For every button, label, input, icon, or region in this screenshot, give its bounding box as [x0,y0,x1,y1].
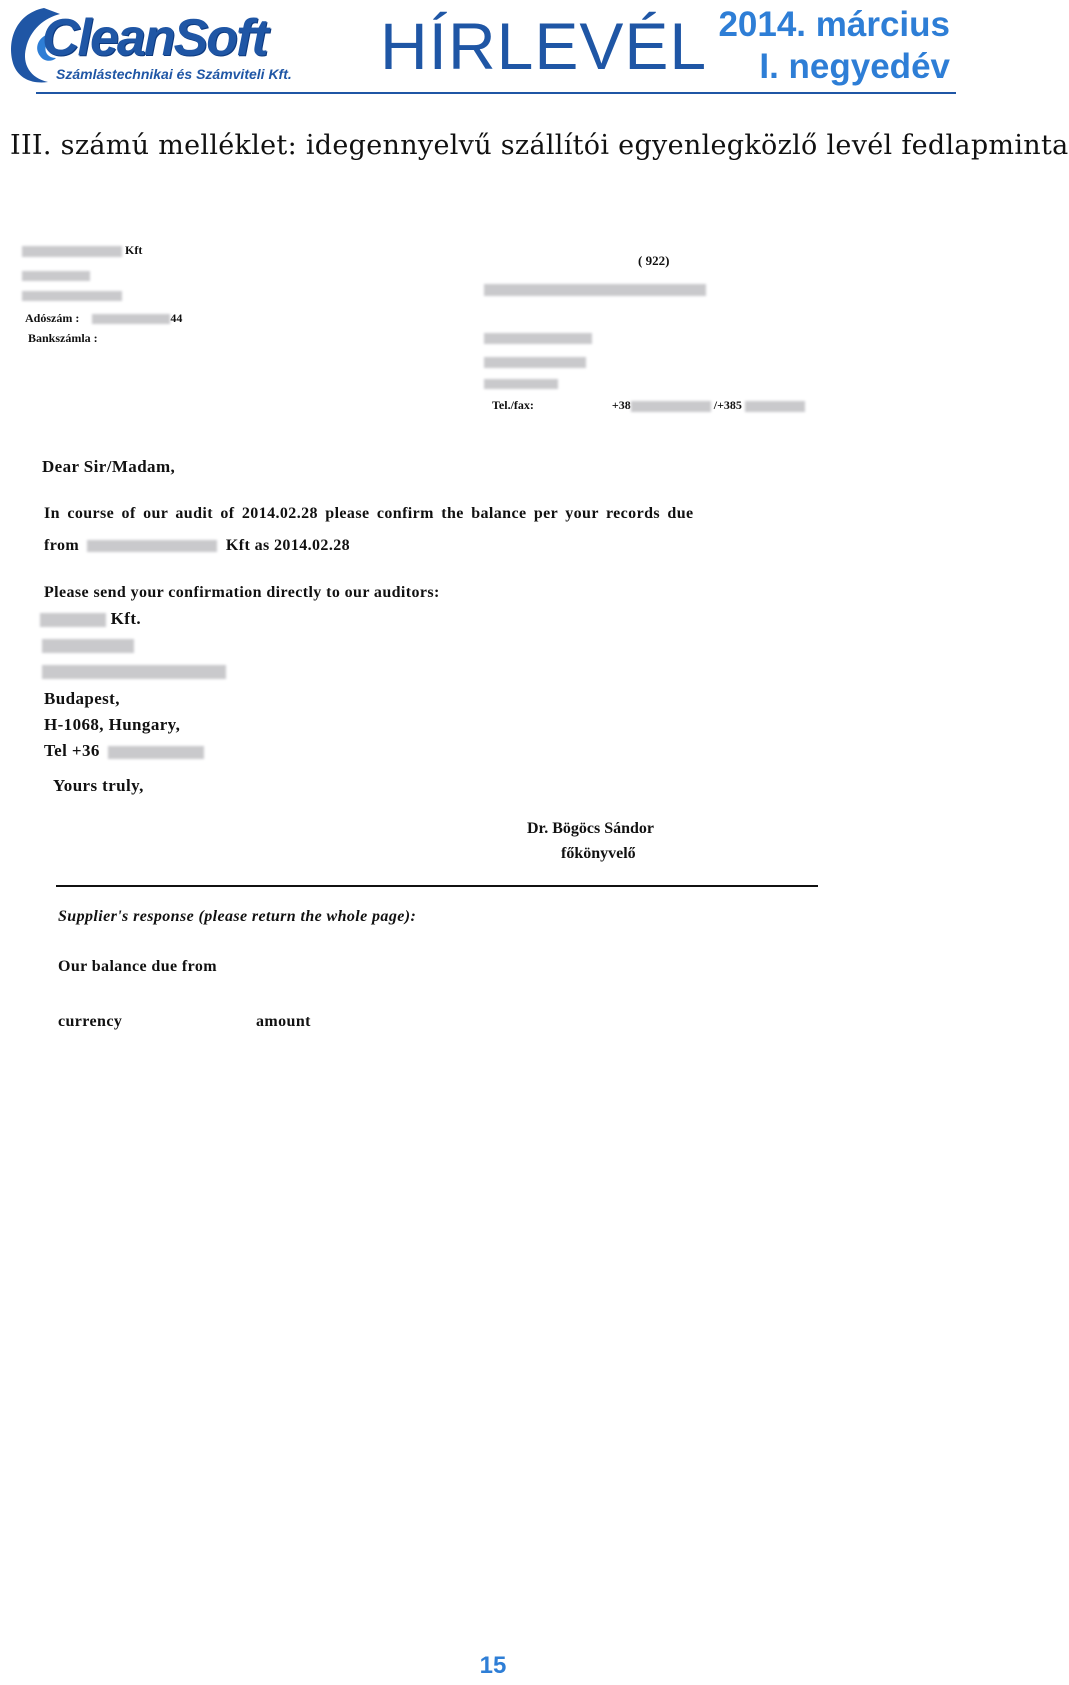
auditor-address-line2 [42,663,226,681]
auditor-name [40,609,141,629]
auditor-address-line1 [42,637,134,655]
recipient-code: ( 922) [638,253,670,268]
tel-prefix: +38 [611,398,631,412]
paragraph2: Please send your confirmation directly to our auditors: [44,584,440,601]
recipient-address-line2 [484,353,586,371]
page-number: 15 [479,1652,507,1679]
newsletter-title: HÍRLEVÉL [380,9,708,83]
logo-subtitle: Számlástechnikai és Számviteli Kft. [56,66,292,82]
signer-name: Dr. Bögöcs Sándor [527,820,654,837]
tel-fax [492,398,805,413]
appendix-caption: III. számú melléklet: idegennyelvű szállítói egyenlegközlő levél fedlapminta [10,130,1069,161]
logo-text: CleanSoft [42,9,267,67]
tel-fax-label: Tel./fax: [492,398,534,412]
auditor-tel [44,741,204,761]
recipient-address-line3 [484,375,558,393]
paragraph1-from: from [44,537,80,554]
tax-number-suffix: 44 [170,311,183,325]
sender-address-line2 [22,287,122,305]
issue-date: 2014. március [718,5,950,44]
sender-company-suffix: Kft [125,243,143,257]
issue-quarter: I. negyedév [759,47,950,86]
paragraph1-line1: In course of our audit of 2014.02.28 please confirm the balance per your records due [44,505,694,522]
salutation: Dear Sir/Madam, [42,457,176,476]
sender-name [22,243,142,258]
newsletter-header [0,0,960,100]
auditor-city: Budapest, [44,689,120,708]
header-divider [36,92,956,94]
auditor-postcode: H-1068, Hungary, [44,715,181,734]
bank-account-label: Bankszámla : [28,331,98,345]
recipient-name [484,281,706,299]
balance-line: Our balance due from [58,958,217,975]
closing: Yours truly, [53,776,144,795]
paragraph1-suffix: Kft as 2014.02.28 [225,537,351,554]
auditor-tel-prefix: Tel +36 [44,741,100,760]
cleansoft-logo [4,2,292,90]
response-heading: Supplier's response (please return the whole page): [58,908,417,925]
auditor-company-suffix: Kft. [110,609,142,628]
sender-address-line1 [22,267,90,285]
bank-account [28,331,98,346]
response-divider [56,885,818,887]
currency-label: currency [58,1013,123,1030]
amount-label: amount [256,1013,311,1030]
issue-info [718,4,950,88]
tax-number-label: Adószám : [25,311,80,325]
signer-title: főkönyvelő [561,845,636,862]
paragraph1-line2 [44,537,350,555]
tax-number [25,311,182,326]
fax-prefix: /+385 [713,398,742,412]
recipient-address-line1 [484,329,592,347]
